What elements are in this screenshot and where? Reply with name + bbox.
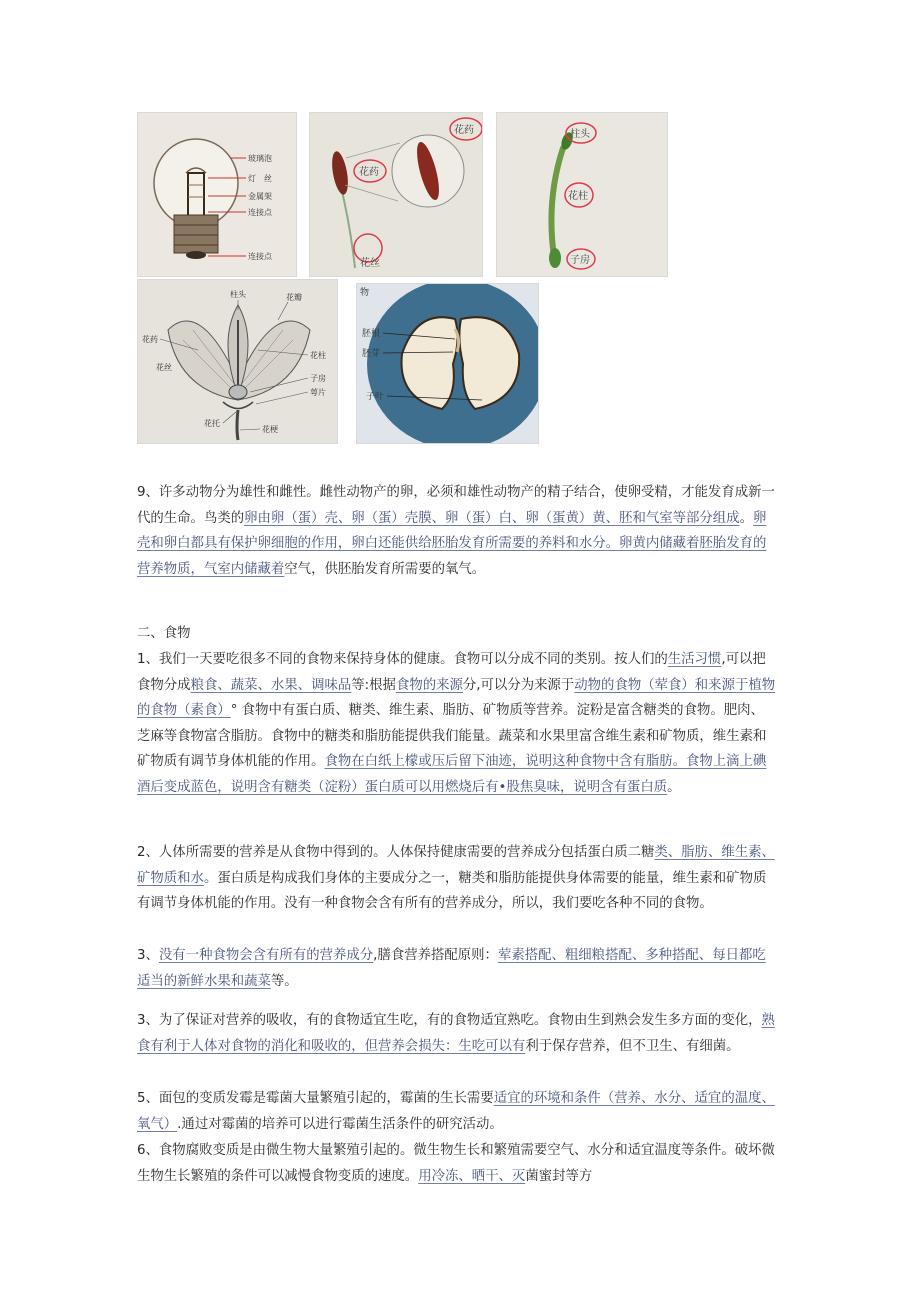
figure-seed-structure	[356, 283, 539, 444]
figure-light-bulb	[137, 112, 297, 277]
p9-underline-2: 卵壳和卵白都具有保护卵细胞的作用，卵白还能供给胚胎发育所需要的养料和水分。卵黄内储藏着胚胎发育的营养物质，气室内储藏着	[137, 510, 767, 577]
f6-text-2: 菌蜜封等方	[525, 1168, 593, 1184]
flower-label-petal: 花瓣	[286, 293, 302, 302]
flower-label-filament: 花丝	[156, 363, 172, 372]
flower-label-anther: 花药	[142, 335, 158, 344]
f3b-text-2: 利于保存营养，但不卫生、有细菌。	[525, 1038, 740, 1054]
figure-pistil	[496, 112, 668, 277]
f3a-text-1: 3、	[137, 948, 159, 963]
f2-underline-1: 类、脂肪、维生素、矿物质和水	[137, 845, 775, 886]
p9-text-2: 。	[739, 510, 753, 526]
seed-label-radicle: 胚根	[362, 329, 381, 339]
figure-stamen	[309, 112, 483, 277]
bulb-label-5: 连接点	[248, 252, 272, 261]
f2-text-1: 2、人体所需要的营养是从食物中得到的。人体保持健康需要的营养成分包括蛋白质二糖	[137, 845, 655, 860]
flower-label-ovary: 子房	[310, 374, 326, 383]
f1-text-4: 分,可以分为来源于	[462, 677, 575, 693]
flower-structure-illustration	[138, 280, 337, 443]
seed-structure-illustration	[357, 284, 538, 443]
pistil-label-ovary: 子房	[570, 255, 590, 266]
f3b-text-1: 3、为了保证对营养的吸收，有的食物适宜生吃，有的食物适宜熟吃。食物由生到熟会发生多方面的变化，	[137, 1013, 762, 1028]
f3b-underline-1: 熟食有利于人体对食物的消化和吸收的，但营养会损失：生吃可以有	[137, 1013, 775, 1054]
f1-underline-1: 生活习惯	[667, 652, 722, 667]
bulb-label-4: 连接点	[248, 208, 272, 217]
p9-text-3: 空气，供胚胎发育所需要的氧气。	[284, 561, 486, 577]
paragraph-food-3b	[137, 1008, 777, 1059]
light-bulb-illustration	[138, 113, 296, 276]
seed-label-cotyledon: 子叶	[366, 392, 385, 402]
flower-label-stigma: 柱头	[230, 290, 246, 299]
f1-text-2: ,可以把食物分成	[137, 652, 766, 693]
section-heading-food	[137, 621, 777, 647]
f1-underline-2: 粮食、蔬菜、水果、调味品	[190, 677, 352, 693]
paragraph-food-5	[137, 1086, 777, 1137]
stamen-illustration	[310, 113, 482, 276]
p9-underline-1: 卵由卵（蛋）壳、卵（蛋）壳膜、卵（蛋）白、卵（蛋黄）黄、胚和气室等部分组成	[244, 510, 740, 526]
f3a-text-3: 等。	[270, 973, 298, 989]
paragraph-9-eggs	[137, 480, 777, 582]
paragraph-food-3a	[137, 943, 777, 994]
f3a-underline-1: 没有一种食物会含有所有的营养成分	[158, 948, 374, 963]
p9-text-1: 9、许多动物分为雄性和雌性。雌性动物产的卵，必须和雄性动物产的精子结合，使卵受精，才能发育成新一代的生命。鸟类的	[137, 485, 775, 526]
bulb-label-1: 玻璃泡	[248, 154, 272, 163]
flower-label-pedicel: 花梗	[262, 425, 278, 434]
f3a-underline-2: 荤素搭配、粗细粮搭配、多种搭配、每日都吃适当的新鲜水果和蔬菜	[137, 948, 766, 989]
figure-flower-structure	[137, 279, 338, 444]
f6-underline-1: 用冷冻、晒干、灭	[418, 1168, 526, 1184]
stamen-label-anther: 花药	[359, 167, 379, 178]
f5-text-2: .通过对霉菌的培养可以进行霉菌生活条件的研究活动。	[177, 1116, 503, 1132]
f6-text-1: 6、食物腐败变质是由微生物大量繁殖引起的。微生物生长和繁殖需要空气、水分和适宜温度等条件。破坏微生物生长繁殖的条件可以减慢食物变质的速度。	[137, 1143, 775, 1184]
stamen-label-anther-zoom: 花药	[454, 125, 474, 136]
f5-text-1: 5、面包的变质发霉是霉菌大量繁殖引起的，霉菌的生长需要	[137, 1091, 494, 1106]
seed-label-corner: 物	[360, 288, 370, 298]
flower-label-style: 花柱	[310, 351, 326, 360]
f3a-text-2: ,膳食营养搭配原则：	[373, 948, 498, 963]
f5-underline-1: 适宜的环境和条件（营养、水分、适宜的温度、氧气）	[137, 1091, 775, 1132]
flower-label-receptacle: 花托	[204, 419, 220, 428]
pistil-label-stigma: 柱头	[570, 129, 590, 140]
pistil-label-style: 花柱	[568, 191, 588, 202]
f2-text-2: 。蛋白质是构成我们身体的主要成分之一，糖类和脂肪能提供身体需要的能量，维生素和矿物质有调节身体机能的作用。没有一种食物会含有所有的营养成分，所以，我们要吃各种不同的食物。	[137, 870, 767, 911]
f1-underline-5: 食物在白纸上檬或压后留下油迹，说明这种食物中含有脂肪。食物上滴上碘酒后变成蓝色，说明含有糖类（淀粉）蛋白质可以用燃烧后有•股焦臭味，说明含有蛋白质	[137, 754, 767, 795]
f1-underline-4: 动物的食物（荤食）和来源于植物的食物（素食）	[137, 677, 776, 718]
paragraph-food-6	[137, 1138, 777, 1189]
section-title: 二、食物	[137, 626, 191, 641]
pistil-illustration	[497, 113, 667, 276]
f1-text-6: 。	[667, 779, 681, 795]
seed-label-plumule: 胚芽	[362, 349, 381, 359]
stamen-label-filament: 花丝	[360, 258, 380, 269]
f1-text-1: 1、我们一天要吃很多不同的食物来保持身体的健康。食物可以分成不同的类别。按人们的	[137, 652, 668, 667]
flower-label-sepal: 萼片	[310, 388, 326, 397]
bulb-label-3: 金属架	[248, 192, 272, 201]
paragraph-food-1	[137, 647, 777, 800]
f1-text-3: 等:根据	[351, 677, 396, 693]
f1-underline-3: 食物的来源	[395, 677, 463, 693]
paragraph-food-2	[137, 840, 777, 917]
bulb-label-2: 灯 丝	[248, 174, 272, 183]
f1-text-5: ° 食物中有蛋白质、糖类、维生素、脂肪、矿物质等营养。淀粉是富含糖类的食物。肥肉、芝麻等食物富含脂肪。食物中的糖类和脂肪能提供我们能量。蔬菜和水果里富含维生素和矿物质，维生素和矿物质有调节身体机能的作用。	[137, 703, 767, 769]
